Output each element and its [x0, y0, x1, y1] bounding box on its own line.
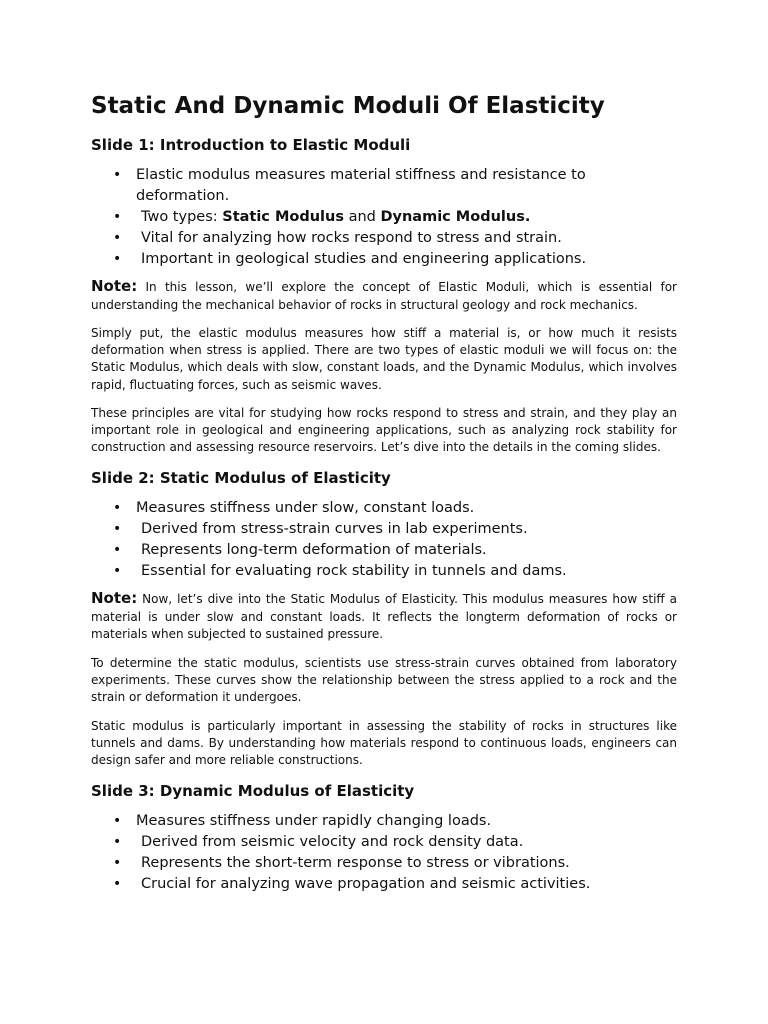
slide-2-paragraph-2: Static modulus is particularly important in assessing the stability of rocks in structures like tunnels and dams. By understanding how materials respond to continuous loads, engineers can design safer and more reliable constructions.: [91, 718, 677, 767]
slide-3-heading: Slide 3: Dynamic Modulus of Elasticity: [91, 782, 415, 801]
list-item: [113, 540, 677, 561]
bullet-icon: •: [113, 563, 122, 580]
bullet-text: Crucial for analyzing wave propagation and seismic activities.: [141, 876, 591, 893]
slide-2-note: [91, 590, 677, 644]
list-item: [113, 853, 677, 874]
list-item: [113, 561, 677, 582]
bullet-text: Essential for evaluating rock stability in tunnels and dams.: [141, 563, 567, 580]
bullet-icon: •: [113, 855, 122, 872]
bullet-text: Represents long-term deformation of materials.: [141, 542, 487, 559]
list-item: [113, 498, 677, 519]
bullet-text: Represents the short-term response to stress or vibrations.: [141, 855, 570, 872]
slide-3-section: [91, 780, 677, 895]
bullet-text: Measures stiffness under slow, constant loads.: [136, 500, 475, 517]
bullet-text: [136, 209, 530, 225]
bullet-icon: •: [113, 500, 122, 517]
dynamic-modulus-term: Dynamic Modulus.: [380, 209, 531, 225]
list-item: [113, 811, 677, 832]
slide-2-heading: Slide 2: Static Modulus of Elasticity: [91, 469, 391, 488]
note-label: Note:: [91, 589, 138, 608]
bullet-icon: •: [113, 813, 122, 830]
static-modulus-term: Static Modulus: [222, 209, 344, 225]
slide-3-bullet-list: [91, 811, 677, 895]
slide-1-note: [91, 278, 677, 314]
bullet-text: Important in geological studies and engineering applications.: [141, 251, 587, 267]
bullet-icon: •: [113, 251, 122, 267]
list-item: [113, 519, 677, 540]
bullet-text: Derived from seismic velocity and rock density data.: [141, 834, 524, 851]
bullet-text: Measures stiffness under rapidly changing loads.: [136, 813, 492, 830]
slide-2-section: [91, 467, 677, 769]
slide-2-paragraph-1: To determine the static modulus, scientists use stress-strain curves obtained from laboratory experiments. These curves show the relationship between the stress applied to a rock and the strain or deformation it undergoes.: [91, 655, 677, 705]
bullet-icon: •: [113, 834, 122, 851]
bullet-icon: •: [113, 209, 122, 225]
document-title: Static And Dynamic Moduli Of Elasticity: [91, 93, 605, 119]
slide-1-heading: Slide 1: Introduction to Elastic Moduli: [91, 136, 411, 154]
bullet-icon: •: [113, 167, 122, 183]
list-item: [113, 228, 677, 249]
slide-1-paragraph-1: Simply put, the elastic modulus measures how stiff a material is, or how much it resists deformation when stress is applied. There are two types of elastic moduli we will focus on: the Static Modulus, which deals with slow, constant loads, and the Dynamic Modulus, which involves rapid, fluctuating forces, such as seismic waves.: [91, 326, 677, 392]
slide-2-bullet-list: [91, 498, 677, 582]
list-item: [113, 207, 677, 228]
list-item: [113, 874, 677, 895]
note-text: Now, let’s dive into the Static Modulus of Elasticity. This modulus measures how stiff a material is under slow and constant loads. It reflects the longterm deformation of rocks or materials when subjected to sustained pressure.: [91, 592, 677, 642]
bullet-icon: •: [113, 521, 122, 538]
bullet-icon: •: [113, 876, 122, 893]
list-item: [113, 165, 677, 207]
bullet-text-prefix: Two types:: [141, 209, 223, 225]
note-text: In this lesson, we’ll explore the concept of Elastic Moduli, which is essential for understanding the mechanical behavior of rocks in structural geology and rock mechanics.: [91, 280, 677, 312]
bullet-text: Vital for analyzing how rocks respond to stress and strain.: [141, 230, 562, 246]
slide-1-bullet-list: [91, 165, 677, 270]
bullet-icon: •: [113, 230, 122, 246]
bullet-text: Derived from stress-strain curves in lab experiments.: [141, 521, 528, 538]
list-item: [113, 249, 677, 270]
bullet-text-connector: and: [343, 209, 381, 225]
slide-1-section: [91, 134, 677, 456]
list-item: [113, 832, 677, 853]
note-label: Note:: [91, 277, 138, 295]
bullet-icon: •: [113, 542, 122, 559]
bullet-text: Elastic modulus measures material stiffness and resistance to deformation.: [136, 167, 586, 204]
slide-1-paragraph-2: These principles are vital for studying how rocks respond to stress and strain, and they play an important role in geological and engineering applications, such as analyzing rock stability for construction and assessing resource reservoirs. Let’s dive into the details in the coming slides.: [91, 405, 677, 455]
